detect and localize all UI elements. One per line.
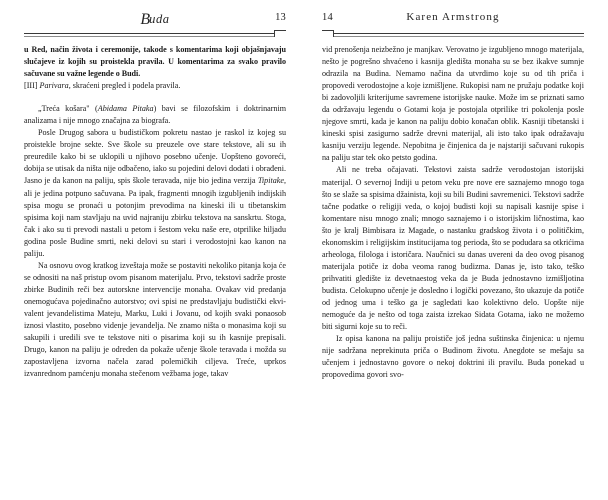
folio-left: 13 bbox=[275, 12, 286, 23]
page-right bbox=[304, 0, 608, 500]
rule-notch bbox=[322, 30, 334, 37]
paragraph: u Red, način života i ceremonije, takode s komentarima koji objašnjavaju slučajeve iz kojih su proistekla pravila. U komentarima za svako pravilo sačuvane su važne legende o Budi. bbox=[24, 45, 286, 79]
running-head-title-right: Karen Armstrong bbox=[406, 11, 500, 23]
rule-thick bbox=[24, 33, 286, 34]
running-head-title-left bbox=[24, 11, 286, 29]
rule-thin bbox=[24, 36, 286, 37]
running-head-title-rest: uda bbox=[149, 12, 170, 26]
rule-notch bbox=[274, 30, 286, 37]
swash-initial: B bbox=[140, 11, 150, 28]
italic-title: Tipitake bbox=[257, 176, 284, 186]
paragraph: vid prenošenja neizbežno je manjkav. Verovatno je izgubljeno mnogo materijala, nešto je pogrešno shvaćeno i kasnija gledišta monaha su se bez ikakve sumnje odrazila na Budina. Nemamo načina da utvrdimo koje su od tih priča i propovedi verodostojne a koje izmišljene. Rukopisi nam ne pružaju podatke koji bi zadovoljili kriterijume savremene istorijske nauke. Može im se priznati samo da održavaju legendu o Gotami koja je postojala otprilike tri pokolenja posle njegove smrti, kada je kanon na paliju dobio konačan oblik. Kasniji tibetanski i kineski spisi zasigurno sadrže drevni materijal, ali isto tako ipak odražavaju kasniju verziju legende. Nepobitna je činjenica da je najstariji sačuvani rukopis na paliju star tek oko petsto godina. bbox=[322, 45, 584, 163]
running-head-right bbox=[322, 10, 584, 34]
paragraph: Iz opisa kanona na paliju proističe još jedna suštinska činjenica: u njemu nije sadržana neprekinuta priča o Budinom životu. Anegdote se mešaju sa učenjem i jednostavno govore o nekoj doktrini ili pravilu. Buda ponekad u propovedima govori svo- bbox=[322, 334, 584, 380]
body-text-right bbox=[322, 44, 584, 381]
head-rule-left bbox=[24, 30, 286, 37]
rule-thin bbox=[322, 36, 584, 37]
italic-title: Parivara bbox=[39, 81, 69, 91]
folio-right: 14 bbox=[322, 12, 333, 23]
body-text-left bbox=[24, 44, 286, 380]
paragraph: Posle Drugog sabora u budističkom pokretu nastao je raskol iz kojeg su proistekle brojne sekte. Sve škole su preuzele ove stare tekstove, ali su ih preuredile kako bi se uklopili u njihovo posebno učenje. Uopšteno govoreći, dobija se utisak da ništa nije odbačeno, iako su pojedini delovi dodati i obrađeni. Jasno je da kanon na paliju, spis škole teravada, nije bio jedina verzija Tipitake, ali je jedina potpuno sačuvana. Pa ipak, fragmenti mnogih izgubljenih indijskih spisa mogu se pronaći u potonjim prevodima na kineski ili u tibetanskim spisima koji nam stavljaju na uvid najraniju zbirku tekstova na sanskrtu. Stoga, čak i ako su ti prevodi nastali u petom i šestom veku naše ere, otprilike hiljadu godina posle Budine smrti, neki delovi su stari i verodostojni kao kanon na paliju. bbox=[24, 128, 286, 258]
paragraph: [III] Parivara, skraćeni pregled i podela pravila. bbox=[24, 81, 181, 91]
head-rule-right bbox=[322, 30, 584, 37]
paragraph: „Treća košara" (Abidama Pitaka) bavi se filozofskim i doktrinarnim analizama i nije mnogo značajna za biografa. bbox=[24, 104, 286, 126]
paragraph: Ali ne treba očajavati. Tekstovi zaista sadrže verodostojan istorijski materijal. O severnoj Indiji u petom veku pre nove ere saznajemo mnogo toga što se slaže sa spisima džainista, koji su bili Budini savremenici. Tekstovi sadrže tačne podatke o religiji veda, o kojoj budisti koji su napisali kasnije spise i komentare nisu mnogo znali; mnogo saznajemo i o istorijskim ličnostima, kao što je kralj Bimbisara iz Magade, o nastanku gradskog života i o političkim, ekonomskim i religijskim institucijama tog perioda, što se podudara sa otkrićima arheologa, filologa i istoričara. Naučnici su danas uvereni da deo ovog pisanog materijala potiče iz doba veoma ranog budizma. Danas je, isto tako, teško prihvatiti gledište iz devetnaestog veka da je Buda jednostavno izmišljotina budista. Celokupno učenje je dosledno i logički povezano, što ukazuje da potiče od jednog uma i teško ga je sagledati kao kolektivno delo. Uopšte nije nemoguće da je nešto od toga zaista izrekao Sidata Gotama, iako ne možemo biti sigurni koje su to reči. bbox=[322, 165, 584, 332]
running-head-left bbox=[24, 10, 286, 34]
paragraph: Na osnovu ovog kratkog izveštaja može se postaviti nekoliko pitanja koja će se odnositi na naš pristup ovom pisanom materijalu. Prvo, tekstovi sadrže proste zbirke Budinih reči bez autorskne intervencije monaha. Ovakav vid predanja onemogućava pojedinačno autorstvo; ovi spisi ne predstavljaju budistički ekvivalent jevandelistima Mateju, Marku, Luki i Jovanu, od kojih svaki ponaosob iznosi vlastito, posebno videnje jevandelja. Ne znamo ništa o monasima koji su sakupili i uredili sve te tekstove niti o pisarima koji su ih kasnije prepisali. Drugo, kanon na paliju je odreden da pokaže učenje škole teravada i možda su zapostavljena izvorna načela zarad polemičkih ciljeva. Treće, uprkos izvanrednom pamćenju monaha stečenom vežbama joge, takav bbox=[24, 260, 286, 379]
italic-title: Abidama Pitaka bbox=[97, 104, 154, 114]
rule-thick bbox=[322, 33, 584, 34]
